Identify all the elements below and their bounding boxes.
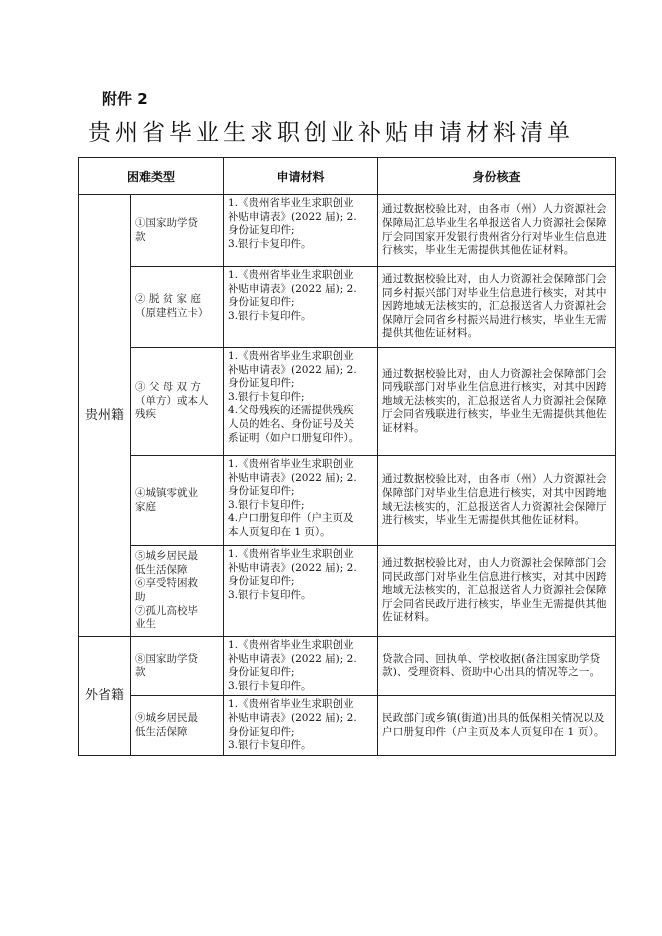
difficulty-type-cell: ⑧国家助学贷 款 [131,637,224,696]
identity-check-cell: 通过数据校验比对，由人力资源社会保障部门会同乡村振兴部门对毕业生信息进行核实，对其中因跨地域无法核实的，汇总报送省人力资源社会保障厅会同省乡村振兴局进行核实，毕业生无需提供其他佐证材料。 [378,267,616,348]
attachment-label: 附件 2 [102,90,148,108]
materials-cell: 1.《贵州省毕业生求职创业 补贴申请表》(2022 届); 2. 身份证复印件; 3.银行卡复印件; 4.父母残疾的还需提供残疾 人员的姓名、身份证号及关 系证明（如户口册复印件）。 [224,348,378,456]
identity-check-cell: 通过数据校验比对，由各市（州）人力资源社会保障部门对毕业生信息进行核实，对其中因跨地域无法核实的，汇总报送省人力资源社会保障厅进行核实，毕业生无需提供其他佐证材料。 [378,456,616,546]
table-row [79,546,616,637]
difficulty-type-cell: ④城镇零就业 家庭 [131,456,224,546]
document-title: 贵州省毕业生求职创业补贴申请材料清单 [88,120,574,146]
identity-check-cell: 通过数据校验比对，由人力资源社会保障部门会同残联部门对毕业生信息进行核实，对其中因跨地域无法核实的，汇总报送省人力资源社会保障厅会同省残联进行核实，毕业生无需提供其他佐证材料。 [378,348,616,456]
difficulty-type-cell: ⑤城乡居民最 低生活保障 ⑥享受特困救 助 ⑦孤儿高校毕 业生 [131,546,224,637]
table-row [79,267,616,348]
materials-cell: 1.《贵州省毕业生求职创业 补贴申请表》(2022 届); 2. 身份证复印件; 3.银行卡复印件。 [224,637,378,696]
table-header-row [79,158,616,195]
materials-cell: 1.《贵州省毕业生求职创业 补贴申请表》(2022 届); 2. 身份证复印件; 3.银行卡复印件。 [224,267,378,348]
materials-table [78,157,616,756]
materials-cell: 1.《贵州省毕业生求职创业 补贴申请表》(2022 届); 2. 身份证复印件; 3.银行卡复印件。 [224,195,378,267]
identity-check-cell: 通过数据校验比对，由各市（州）人力资源社会保障局汇总毕业生名单报送省人力资源社会保障厅会同国家开发银行贵州省分行对毕业生信息进行核实，毕业生无需提供其他佐证材料。 [378,195,616,267]
table-row [79,456,616,546]
difficulty-type-cell: ③ 父 母 双 方 （单方）或本人 残疾 [131,348,224,456]
table-row [79,348,616,456]
group-name: 贵州籍 [79,195,131,637]
materials-cell: 1.《贵州省毕业生求职创业 补贴申请表》(2022 届); 2. 身份证复印件; 3.银行卡复印件; 4.户口册复印件（户主页及 本人页复印在 1 页）。 [224,456,378,546]
table-row [79,696,616,756]
group-name: 外省籍 [79,637,131,756]
materials-cell: 1.《贵州省毕业生求职创业 补贴申请表》(2022 届); 2. 身份证复印件; 3.银行卡复印件。 [224,546,378,637]
identity-check-cell: 民政部门或乡镇(街道)出具的低保相关情况以及户口册复印件（户主页及本人页复印在 1 页）。 [378,696,616,756]
header-materials: 申请材料 [224,158,378,195]
table-row [79,195,616,267]
table-row [79,637,616,696]
difficulty-type-cell: ⑨城乡居民最 低生活保障 [131,696,224,756]
materials-cell: 1.《贵州省毕业生求职创业 补贴申请表》(2022 届); 2. 身份证复印件; 3.银行卡复印件。 [224,696,378,756]
identity-check-cell: 贷款合同、回执单、学校收据(备注国家助学贷款)、受理资料、资助中心出具的情况等之一。 [378,637,616,696]
difficulty-type-cell: ①国家助学贷 款 [131,195,224,267]
difficulty-type-cell: ② 脱 贫 家 庭 （原建档立卡） [131,267,224,348]
header-difficulty-type: 困难类型 [79,158,224,195]
identity-check-cell: 通过数据校验比对，由人力资源社会保障部门会同民政部门对毕业生信息进行核实，对其中因跨地域无法核实的，汇总报送省人力资源社会保障厅会同省民政厅进行核实，毕业生无需提供其他佐证材料。 [378,546,616,637]
header-identity-check: 身份核查 [378,158,616,195]
